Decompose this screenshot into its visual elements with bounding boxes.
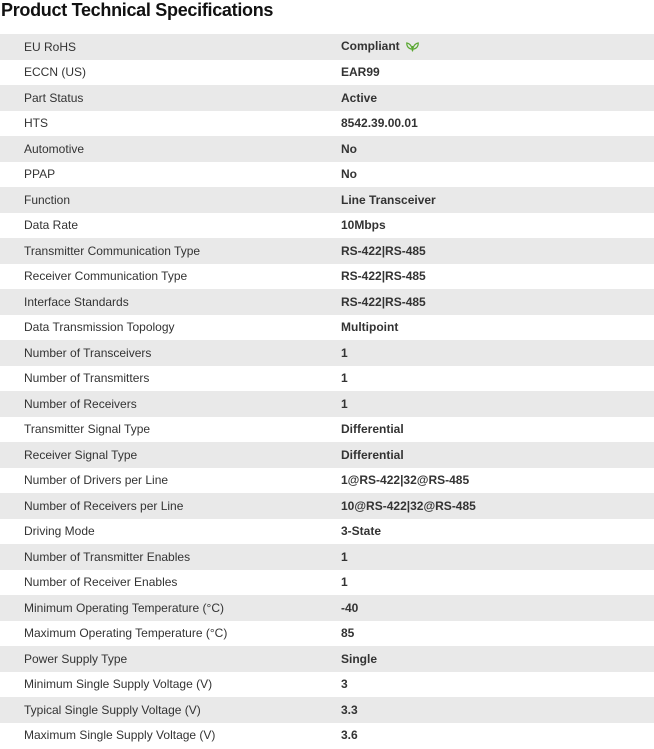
page-title: Product Technical Specifications xyxy=(1,0,274,20)
spec-row xyxy=(0,519,654,545)
spec-name: Part Status xyxy=(0,85,341,111)
spec-name: Number of Drivers per Line xyxy=(0,468,341,494)
spec-value: -40 xyxy=(341,595,654,621)
spec-name: Receiver Communication Type xyxy=(0,264,341,290)
spec-value: Differential xyxy=(341,417,654,443)
spec-name: Number of Receiver Enables xyxy=(0,570,341,596)
spec-row xyxy=(0,417,654,443)
spec-name: Number of Transmitter Enables xyxy=(0,544,341,570)
spec-row xyxy=(0,34,654,60)
spec-name: EU RoHS xyxy=(0,34,341,60)
spec-value: RS-422|RS-485 xyxy=(341,238,654,264)
spec-row xyxy=(0,264,654,290)
spec-name: Data Rate xyxy=(0,213,341,239)
spec-row xyxy=(0,672,654,698)
spec-row xyxy=(0,238,654,264)
spec-value: 3 xyxy=(341,672,654,698)
spec-value: 1 xyxy=(341,391,654,417)
spec-name: Driving Mode xyxy=(0,519,341,545)
spec-name: Interface Standards xyxy=(0,289,341,315)
spec-value: 85 xyxy=(341,621,654,647)
specifications-table-body xyxy=(0,34,654,748)
spec-value: Line Transceiver xyxy=(341,187,654,213)
spec-value: 1 xyxy=(341,544,654,570)
spec-value: RS-422|RS-485 xyxy=(341,289,654,315)
spec-value: 8542.39.00.01 xyxy=(341,111,654,137)
spec-row xyxy=(0,289,654,315)
spec-name: Number of Receivers xyxy=(0,391,341,417)
spec-value: 3.6 xyxy=(341,723,654,749)
spec-row xyxy=(0,85,654,111)
spec-row xyxy=(0,136,654,162)
spec-name: PPAP xyxy=(0,162,341,188)
spec-name: Number of Transmitters xyxy=(0,366,341,392)
spec-value: 3-State xyxy=(341,519,654,545)
spec-name: HTS xyxy=(0,111,341,137)
spec-row xyxy=(0,187,654,213)
spec-value: 1 xyxy=(341,340,654,366)
spec-row xyxy=(0,162,654,188)
spec-row xyxy=(0,570,654,596)
spec-value: 1@RS-422|32@RS-485 xyxy=(341,468,654,494)
spec-value: No xyxy=(341,136,654,162)
specifications-table xyxy=(0,34,654,748)
spec-name: Number of Transceivers xyxy=(0,340,341,366)
spec-row xyxy=(0,697,654,723)
spec-row xyxy=(0,595,654,621)
spec-row xyxy=(0,621,654,647)
spec-name: Maximum Single Supply Voltage (V) xyxy=(0,723,341,749)
spec-value: Differential xyxy=(341,442,654,468)
spec-row xyxy=(0,111,654,137)
spec-name: Transmitter Communication Type xyxy=(0,238,341,264)
spec-value xyxy=(341,34,654,60)
spec-row xyxy=(0,723,654,749)
spec-value: Single xyxy=(341,646,654,672)
spec-name: Receiver Signal Type xyxy=(0,442,341,468)
spec-value-text: Compliant xyxy=(341,38,400,53)
spec-row xyxy=(0,646,654,672)
spec-row xyxy=(0,315,654,341)
spec-row xyxy=(0,366,654,392)
spec-value: 3.3 xyxy=(341,697,654,723)
spec-value: 1 xyxy=(341,570,654,596)
spec-name: ECCN (US) xyxy=(0,60,341,86)
spec-value: RS-422|RS-485 xyxy=(341,264,654,290)
spec-name: Function xyxy=(0,187,341,213)
spec-value: 10Mbps xyxy=(341,213,654,239)
spec-name: Transmitter Signal Type xyxy=(0,417,341,443)
spec-value: Multipoint xyxy=(341,315,654,341)
spec-row xyxy=(0,442,654,468)
leaf-icon xyxy=(406,41,419,55)
spec-value: 1 xyxy=(341,366,654,392)
spec-name: Typical Single Supply Voltage (V) xyxy=(0,697,341,723)
spec-name: Automotive xyxy=(0,136,341,162)
spec-value: EAR99 xyxy=(341,60,654,86)
spec-name: Maximum Operating Temperature (°C) xyxy=(0,621,341,647)
spec-value: 10@RS-422|32@RS-485 xyxy=(341,493,654,519)
spec-row xyxy=(0,493,654,519)
spec-name: Minimum Operating Temperature (°C) xyxy=(0,595,341,621)
spec-row xyxy=(0,60,654,86)
spec-row xyxy=(0,340,654,366)
spec-row xyxy=(0,391,654,417)
spec-value: Active xyxy=(341,85,654,111)
spec-value: No xyxy=(341,162,654,188)
spec-name: Data Transmission Topology xyxy=(0,315,341,341)
spec-name: Power Supply Type xyxy=(0,646,341,672)
spec-name: Minimum Single Supply Voltage (V) xyxy=(0,672,341,698)
spec-name: Number of Receivers per Line xyxy=(0,493,341,519)
spec-row xyxy=(0,544,654,570)
spec-row xyxy=(0,468,654,494)
spec-row xyxy=(0,213,654,239)
